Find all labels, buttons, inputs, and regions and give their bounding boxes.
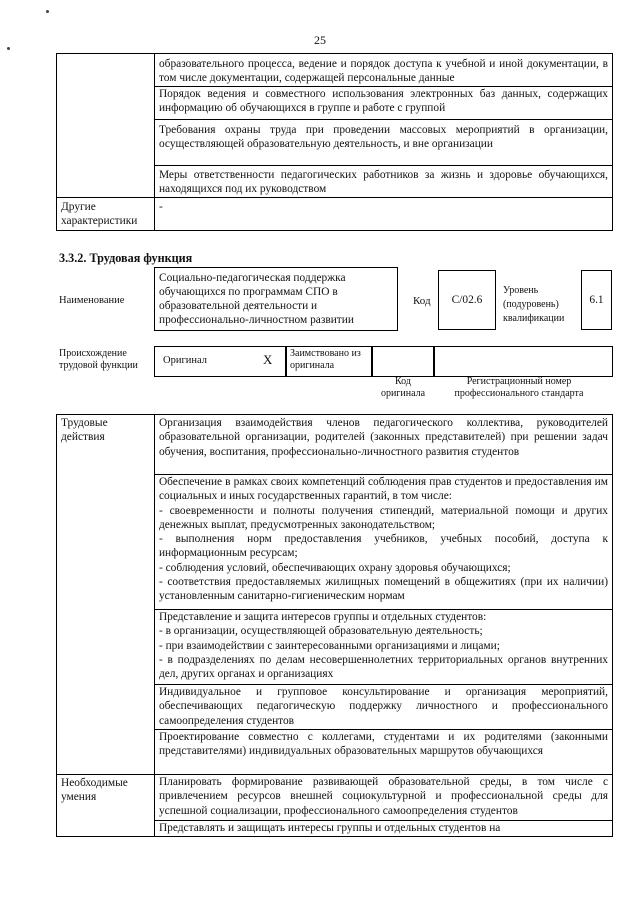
- qualification-level-value: 6.1: [589, 294, 604, 306]
- name-label: Наименование: [59, 295, 125, 306]
- scan-mark: [46, 10, 49, 13]
- origin-original-mark: X: [263, 352, 273, 367]
- origin-borrowed-cell: [286, 346, 372, 377]
- qualification-level-label: Уровень (подуровень) квалификации: [503, 285, 565, 324]
- top-requirements-table: [56, 53, 613, 231]
- skill-item: Планировать формирование развивающей образовательной среды, в том числе с привлечением ресурсов внешней социокультурной и профессиональной среды для успешной социализации, профессионального самоопределения студентов: [154, 775, 612, 821]
- labor-action-item: Индивидуальное и групповое консультирование и организация мероприятий, обеспечивающих педагогическую поддержку личностного и профессионального самоопределения студентов: [154, 685, 612, 730]
- function-name-value: Социально-педагогическая поддержка обучающихся по программам СПО в образовательной деятельности и профессионально-личностном развитии: [159, 272, 354, 326]
- labor-action-item: Проектирование совместно с коллегами, студентами и их родителями (законными представителями) индивидуальных образовательных маршрутов обучающихся: [154, 730, 612, 775]
- code-box: [438, 270, 496, 330]
- function-name-box: [154, 267, 398, 331]
- section-title: 3.3.2. Трудовая функция: [59, 251, 193, 265]
- origin-reg-number-cell: [434, 346, 613, 377]
- labor-action-item: Представление и защита интересов группы и отдельных студентов: - в организации, осуществляющей образовательную деятельность; - при взаимодействии с заинтересованными организациями и лицами; - в подразделениях по делам несовершеннолетних территориальных органов внутренних дел, других органах и организациях: [154, 610, 612, 685]
- scan-mark: [7, 47, 10, 50]
- table-cell: образовательного процесса, ведение и порядок доступа к учебной и иной документации, в том числе документации, содержащей персональные данные: [154, 54, 612, 87]
- table-cell: Требования охраны труда при проведении массовых мероприятий в организации, осуществляющей образовательную деятельность, и вне организации: [154, 120, 612, 166]
- skill-item: Представлять и защищать интересы группы и отдельных студентов на: [154, 821, 612, 837]
- labor-action-item: Обеспечение в рамках своих компетенций соблюдения прав студентов и предоставления им социальных и иных государственных гарантий, в том числе: - своевременности и полноты получения стипендий, материальной помощи и других денежных выплат, предусмотренных законодательством; - выполнения норм предоставления учебников, учебных пособий, доступа к информационным ресурсам; - соблюдения условий, обеспечивающих охрану здоровья обучающихся; - соответствия предоставляемых жилищных помещений в общежитиях (при их наличии) установленным санитарно-гигиеническим нормам: [154, 475, 612, 610]
- other-characteristics-value: -: [154, 197, 612, 230]
- qualification-level-box: [581, 270, 612, 330]
- code-label: Код: [413, 295, 431, 307]
- origin-label: Происхождение трудовой функции: [59, 348, 138, 371]
- origin-original-cell: [154, 346, 286, 377]
- origin-borrowed-label: Заимствовано из оригинала: [290, 348, 361, 371]
- code-value: С/02.6: [451, 294, 483, 306]
- labor-action-item: Организация взаимодействия членов педагогического коллектива, руководителей образовательной организации, родителей (законных представителей) при решении задач обучения, воспитания, профессионально-личностного развития студентов: [154, 415, 612, 475]
- table-cell: Меры ответственности педагогических работников за жизнь и здоровье обучающихся, находящихся под их руководством: [154, 166, 612, 198]
- skills-label: Необходимые умения: [57, 775, 155, 837]
- labor-actions-label: Трудовые действия: [57, 415, 155, 775]
- other-characteristics-label: Другие характеристики: [57, 197, 155, 230]
- origin-code-caption: Код оригинала: [380, 376, 426, 399]
- origin-original-label: Оригинал: [163, 355, 207, 366]
- table-empty-label-cell: [57, 54, 155, 198]
- origin-reg-caption: Регистрационный номер профессионального стандарта: [454, 376, 584, 399]
- table-cell: Порядок ведения и совместного использования электронных баз данных, содержащих информацию об обучающихся в группе и работе с группой: [154, 87, 612, 120]
- page-number: 25: [314, 33, 326, 47]
- origin-code-cell: [372, 346, 434, 377]
- labor-function-table: [56, 414, 613, 837]
